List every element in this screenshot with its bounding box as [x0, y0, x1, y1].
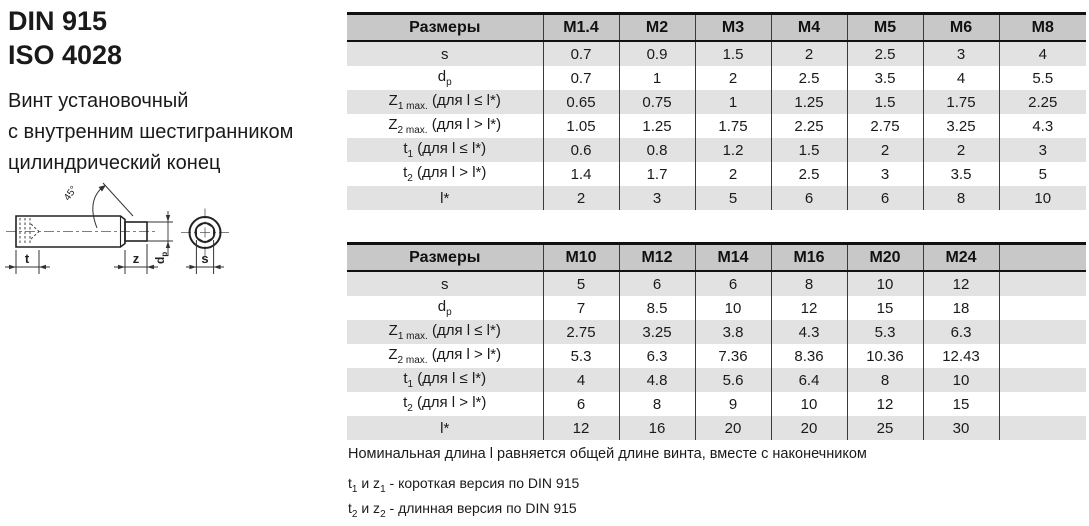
value-cell: 0.9	[619, 41, 695, 66]
value-cell: 1.25	[619, 114, 695, 138]
value-cell: 8	[923, 186, 999, 210]
value-cell: 3.8	[695, 320, 771, 344]
version-footnotes	[348, 474, 579, 524]
table-row	[347, 41, 1086, 66]
footnote-short-version: $t_1$ и $z_1$ - короткая версия по DIN 915	[348, 475, 580, 495]
value-cell	[999, 368, 1086, 392]
value-cell: 0.8	[619, 138, 695, 162]
description-line-3: цилиндрический конец	[8, 152, 221, 174]
row-label: $Z_{1 max.}$ (для l ≤ l*)	[347, 90, 543, 114]
column-header: M3	[695, 14, 771, 42]
value-cell	[999, 392, 1086, 416]
value-cell: 0.75	[619, 90, 695, 114]
description-line-2: с внутренним шестигранником	[8, 121, 294, 143]
value-cell: 18	[923, 296, 999, 320]
column-header	[999, 244, 1086, 272]
chamfer-angle-callout	[62, 183, 133, 228]
value-cell: 6	[619, 271, 695, 296]
column-header: M20	[847, 244, 923, 272]
value-cell: 3.25	[923, 114, 999, 138]
table-row	[347, 66, 1086, 90]
column-header: M24	[923, 244, 999, 272]
table-row	[347, 271, 1086, 296]
value-cell: 6	[543, 392, 619, 416]
value-cell: 5	[695, 186, 771, 210]
value-cell: 2.75	[543, 320, 619, 344]
value-cell: 12	[543, 416, 619, 440]
value-cell: 10	[923, 368, 999, 392]
column-header: M6	[923, 14, 999, 42]
value-cell: 2.75	[847, 114, 923, 138]
dimensions-table-large-sizes	[347, 242, 1086, 440]
value-cell: 10.36	[847, 344, 923, 368]
angle-label: 45°	[62, 184, 80, 203]
value-cell: 4	[923, 66, 999, 90]
dim-label-s: s	[201, 251, 209, 266]
table-row	[347, 162, 1086, 186]
value-cell: 3	[923, 41, 999, 66]
value-cell: 30	[923, 416, 999, 440]
value-cell: 2	[695, 162, 771, 186]
value-cell: 2	[771, 41, 847, 66]
value-cell: 4.3	[771, 320, 847, 344]
value-cell: 4	[999, 41, 1086, 66]
table-row	[347, 296, 1086, 320]
product-description	[8, 86, 293, 179]
hex-socket-hidden-lines	[20, 218, 39, 245]
value-cell: 5.3	[847, 320, 923, 344]
value-cell: 1.5	[695, 41, 771, 66]
dimension-dp	[147, 211, 173, 264]
row-label: $d_p$	[347, 66, 543, 90]
table-row	[347, 320, 1086, 344]
value-cell: 1	[695, 90, 771, 114]
table-row	[347, 368, 1086, 392]
value-cell: 1.75	[695, 114, 771, 138]
value-cell: 1.7	[619, 162, 695, 186]
value-cell: 2.5	[771, 66, 847, 90]
table-row	[347, 186, 1086, 210]
value-cell: 10	[695, 296, 771, 320]
value-cell: 0.7	[543, 66, 619, 90]
value-cell: 8	[847, 368, 923, 392]
value-cell: 3	[999, 138, 1086, 162]
value-cell: 9	[695, 392, 771, 416]
row-label: $d_p$	[347, 296, 543, 320]
value-cell	[999, 320, 1086, 344]
value-cell: 8.5	[619, 296, 695, 320]
value-cell: 8	[771, 271, 847, 296]
value-cell: 3	[619, 186, 695, 210]
dimension-s	[186, 240, 224, 274]
row-label: l*	[347, 186, 543, 210]
row-label: $Z_{2 max.}$ (для l > l*)	[347, 114, 543, 138]
value-cell: 3	[847, 162, 923, 186]
value-cell: 5	[999, 162, 1086, 186]
row-label: $t_1$ (для l ≤ l*)	[347, 368, 543, 392]
value-cell: 6.3	[923, 320, 999, 344]
header-row	[347, 244, 1086, 272]
value-cell	[999, 416, 1086, 440]
value-cell	[999, 296, 1086, 320]
value-cell: 8	[619, 392, 695, 416]
row-label: $t_1$ (для l ≤ l*)	[347, 138, 543, 162]
value-cell: 10	[999, 186, 1086, 210]
value-cell: 12	[923, 271, 999, 296]
dimension-z	[114, 244, 158, 274]
value-cell: 5.6	[695, 368, 771, 392]
value-cell: 0.6	[543, 138, 619, 162]
row-label: $t_2$ (для l > l*)	[347, 162, 543, 186]
value-cell: 0.7	[543, 41, 619, 66]
value-cell: 3.5	[847, 66, 923, 90]
column-header: M4	[771, 14, 847, 42]
value-cell: 2.25	[771, 114, 847, 138]
value-cell: 2	[923, 138, 999, 162]
value-cell: 5.5	[999, 66, 1086, 90]
value-cell: 20	[695, 416, 771, 440]
standards-block	[8, 4, 122, 72]
table-row	[347, 90, 1086, 114]
value-cell: 5	[543, 271, 619, 296]
centerline-end-view	[181, 209, 229, 257]
value-cell: 6.3	[619, 344, 695, 368]
value-cell: 4.8	[619, 368, 695, 392]
length-note: Номинальная длина l равняется общей длине винта, вместе с наконечником	[348, 446, 867, 462]
standard-iso: ISO 4028	[8, 40, 123, 70]
table-row	[347, 392, 1086, 416]
dimension-t	[5, 250, 50, 274]
value-cell: 4	[543, 368, 619, 392]
value-cell: 10	[771, 392, 847, 416]
value-cell: 1.05	[543, 114, 619, 138]
value-cell: 2.25	[999, 90, 1086, 114]
dim-label-t: t	[24, 251, 30, 266]
value-cell: 25	[847, 416, 923, 440]
table-row	[347, 416, 1086, 440]
value-cell: 6.4	[771, 368, 847, 392]
value-cell	[999, 344, 1086, 368]
value-cell: 1.75	[923, 90, 999, 114]
value-cell: 6	[847, 186, 923, 210]
value-cell: 3.5	[923, 162, 999, 186]
value-cell: 15	[923, 392, 999, 416]
dim-label-dp: $d_p$	[153, 251, 169, 264]
value-cell: 2.5	[847, 41, 923, 66]
value-cell: 0.65	[543, 90, 619, 114]
dimensions-table-small-sizes	[347, 12, 1086, 210]
column-header: M16	[771, 244, 847, 272]
column-header: M14	[695, 244, 771, 272]
value-cell: 6	[695, 271, 771, 296]
standard-din: DIN 915	[8, 6, 108, 36]
value-cell: 1.5	[771, 138, 847, 162]
dim-label-z: z	[132, 251, 140, 266]
value-cell: 12	[847, 392, 923, 416]
value-cell: 8.36	[771, 344, 847, 368]
value-cell: 16	[619, 416, 695, 440]
value-cell: 7	[543, 296, 619, 320]
row-label: l*	[347, 416, 543, 440]
value-cell: 2.5	[771, 162, 847, 186]
table-row	[347, 114, 1086, 138]
column-header: M10	[543, 244, 619, 272]
table-row	[347, 138, 1086, 162]
column-header: M5	[847, 14, 923, 42]
header-row	[347, 14, 1086, 42]
value-cell: 15	[847, 296, 923, 320]
value-cell: 10	[847, 271, 923, 296]
column-header: M2	[619, 14, 695, 42]
value-cell: 7.36	[695, 344, 771, 368]
value-cell	[999, 271, 1086, 296]
value-cell: 2	[695, 66, 771, 90]
value-cell: 1.25	[771, 90, 847, 114]
value-cell: 1	[619, 66, 695, 90]
column-header: Размеры	[347, 244, 543, 272]
description-line-1: Винт установочный	[8, 90, 189, 112]
row-label: s	[347, 271, 543, 296]
value-cell: 1.4	[543, 162, 619, 186]
value-cell: 12	[771, 296, 847, 320]
row-label: $Z_{1 max.}$ (для l ≤ l*)	[347, 320, 543, 344]
value-cell: 20	[771, 416, 847, 440]
value-cell: 1.5	[847, 90, 923, 114]
value-cell: 12.43	[923, 344, 999, 368]
row-label: s	[347, 41, 543, 66]
value-cell: 4.3	[999, 114, 1086, 138]
value-cell: 1.2	[695, 138, 771, 162]
technical-drawing	[0, 180, 250, 292]
value-cell: 2	[543, 186, 619, 210]
column-header: M12	[619, 244, 695, 272]
column-header: M8	[999, 14, 1086, 42]
row-label: $Z_{2 max.}$ (для l > l*)	[347, 344, 543, 368]
value-cell: 5.3	[543, 344, 619, 368]
footnote-long-version: $t_2$ и $z_2$ - длинная версия по DIN 915	[348, 499, 577, 520]
column-header: Размеры	[347, 14, 543, 42]
row-label: $t_2$ (для l > l*)	[347, 392, 543, 416]
table-row	[347, 344, 1086, 368]
value-cell: 2	[847, 138, 923, 162]
value-cell: 6	[771, 186, 847, 210]
column-header: M1.4	[543, 14, 619, 42]
value-cell: 3.25	[619, 320, 695, 344]
